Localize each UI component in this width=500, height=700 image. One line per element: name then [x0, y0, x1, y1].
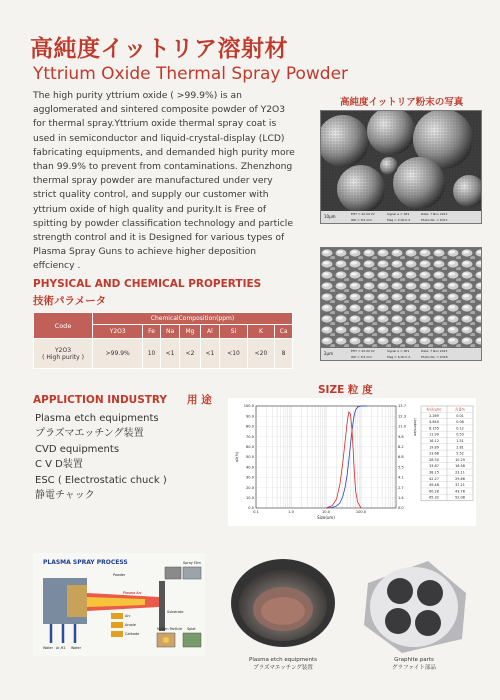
svg-text:WD = 8.5 mm: WD = 8.5 mm	[351, 218, 373, 222]
svg-text:Signal A = SE1: Signal A = SE1	[387, 212, 410, 216]
size-table-cell: 43.78	[455, 489, 465, 494]
title-japanese: 高純度イットリア溶射材	[30, 36, 289, 62]
sem-scale-label: 10μm	[324, 214, 336, 219]
y2-tick-label: 0.0	[398, 506, 404, 511]
x-tick-label: 100.0	[355, 510, 367, 514]
applications-heading: APPLICTION INDUSTRY 用 途	[33, 394, 212, 406]
process-title: PLASMA SPRAY PROCESS	[43, 559, 128, 566]
svg-text:Plasma Arc: Plasma Arc	[123, 591, 142, 595]
sem-photo-spheres	[320, 110, 482, 224]
y-tick-label: 100.0	[243, 404, 254, 409]
col-si: Si	[220, 325, 247, 339]
svg-text:Cathode: Cathode	[125, 632, 140, 636]
y-tick-label: 30.0	[245, 475, 254, 480]
y-tick-label: 0.0	[248, 506, 254, 511]
list-item: ESC ( Electrostatic chuck )	[35, 474, 167, 486]
properties-table	[33, 312, 293, 369]
size-table-cell: 4.640	[429, 420, 439, 425]
intro-paragraph: The high purity yttrium oxide ( >99.9%) is an agglomerated and sintered composite powder of Y2O3 for thermal spray.Yttrium oxide thermal spray coat is used in semiconductor and liquid-crystal-display (LCD) fabricating equipments, and demanded high purity more than 99.9% to prevent from contaminations. Zhenzhong thermal spray powder are manufactured under very strict quality control, and supply our customer with yttrium oxide of high quality and purity.It is Free of spitting by powder classification technology and particle strength control and it is Designed for various types of Plasma Spray Guns to achieve higher deposition effciency .	[33, 90, 295, 272]
size-heading: SIZE 粒 度	[318, 384, 373, 396]
svg-text:Arc: Arc	[125, 614, 131, 618]
size-table-cell: 65.32	[429, 495, 439, 500]
graphite-parts-photo	[358, 553, 470, 656]
x-tick-label: 1.0	[288, 510, 294, 514]
svg-text:Photo No. = 6318: Photo No. = 6318	[421, 355, 448, 359]
y-axis-label: q3(%)	[235, 451, 239, 463]
x-axis-label: Size(um)	[317, 515, 335, 520]
size-table-cell: 2.81	[456, 445, 464, 450]
y2-tick-label: 4.1	[398, 475, 404, 480]
col-mg: Mg	[180, 325, 200, 339]
col-fe: Fe	[143, 325, 160, 339]
photo-caption: 高純度イットリア粉末の写真	[340, 97, 464, 108]
col-al: Al	[200, 325, 220, 339]
svg-text:Water: Water	[43, 646, 54, 650]
size-table-cell: 29.86	[455, 476, 465, 481]
plasma-spray-diagram	[33, 553, 205, 656]
svg-text:Spray Film: Spray Film	[183, 561, 201, 565]
svg-text:Mag = 6.00 K X: Mag = 6.00 K X	[387, 355, 411, 359]
list-item: CVD equipments	[35, 443, 120, 455]
y-tick-label: 50.0	[245, 455, 254, 460]
svg-text:2μm: 2μm	[324, 351, 333, 356]
y2-tick-label: 5.5	[398, 465, 404, 470]
col-ca: Ca	[275, 325, 293, 339]
y2-tick-label: 12.3	[398, 414, 407, 419]
y2-tick-label: 1.4	[398, 496, 404, 500]
y-tick-label: 90.0	[245, 414, 254, 419]
y2-axis-label: Undersize	[413, 418, 417, 436]
substrate-plate	[159, 581, 165, 631]
svg-text:Water: Water	[71, 646, 82, 650]
y2-tick-label: 13.7	[398, 404, 407, 409]
y-tick-label: 70.0	[245, 434, 254, 439]
graphite-caption: Graphite parts グラファイト部品	[392, 657, 436, 671]
sem-photo-surface	[320, 247, 482, 361]
table-row: Y2O3 ( High purity ) >99.9% 10 <1 <2 <1 <10 <20 8	[34, 339, 293, 369]
size-table-cell: 19.89	[429, 445, 439, 450]
size-table-cell: 52.08	[455, 495, 465, 500]
svg-text:Photo No. = 6317: Photo No. = 6317	[421, 218, 448, 222]
svg-text:Molten Particle: Molten Particle	[157, 627, 183, 631]
y2-tick-label: 6.8	[398, 455, 404, 460]
size-table-cell: 0.53	[456, 432, 464, 437]
properties-heading: PHYSICAL AND CHEMICAL PROPERTIES	[33, 278, 262, 290]
svg-text:Date: 7 Nov 2013: Date: 7 Nov 2013	[421, 349, 448, 353]
size-table-cell: 38.15	[429, 470, 439, 475]
code-header: Code	[34, 313, 93, 339]
y-tick-label: 10.0	[245, 496, 254, 500]
y2-tick-label: 11.0	[398, 424, 407, 429]
applications-list	[35, 411, 167, 503]
size-table-cell: 60.28	[429, 489, 439, 494]
svg-text:EHT = 20.00 kV: EHT = 20.00 kV	[351, 212, 375, 216]
size-table-cell: 16.58	[455, 464, 465, 469]
size-table-header: 粒径(µm)	[426, 407, 442, 412]
y2-tick-label: 9.6	[398, 434, 404, 439]
x-tick-label: 0.1	[253, 510, 259, 514]
y2-tick-label: 8.2	[398, 445, 404, 449]
svg-text:Mag = 2.00 K X: Mag = 2.00 K X	[387, 218, 411, 222]
etch-caption: Plasma etch equipments プラズマエッチング装置	[249, 657, 317, 671]
list-item: Plasma etch equipments	[35, 413, 159, 424]
svg-text:Signal A = SE1: Signal A = SE1	[387, 349, 410, 353]
size-table-cell: 11.99	[429, 432, 439, 437]
y-tick-label: 20.0	[245, 485, 254, 490]
etch-equipment-photo	[228, 553, 338, 656]
y-tick-label: 80.0	[245, 424, 254, 429]
y2-tick-label: 2.7	[398, 485, 404, 490]
title-english: Yttrium Oxide Thermal Spray Powder	[33, 64, 349, 84]
size-table-cell: 49.48	[429, 483, 439, 488]
size-table-cell: 0.12	[456, 426, 464, 431]
size-table-cell: 0.06	[456, 420, 464, 425]
size-table-header: 含量%	[454, 407, 466, 412]
svg-text:Date: 7 Nov 2013: Date: 7 Nov 2013	[421, 212, 448, 216]
size-table-cell: 23.68	[429, 451, 439, 456]
size-table-cell: 23.11	[455, 470, 465, 475]
svg-text:Ar,H2: Ar,H2	[56, 646, 66, 650]
col-k: K	[247, 325, 274, 339]
y-tick-label: 60.0	[245, 445, 254, 449]
col-na: Na	[160, 325, 180, 339]
size-table-cell: 2.269	[429, 413, 439, 418]
composition-header: ChemicalComposition(ppm)	[93, 313, 293, 325]
list-item: プラズマエッチング装置	[35, 428, 144, 440]
svg-text:Anode: Anode	[125, 623, 136, 627]
size-table-cell: 37.21	[455, 483, 465, 488]
svg-text:Substrate: Substrate	[167, 610, 184, 614]
size-table-cell: 33.87	[429, 464, 439, 469]
svg-text:WD = 8.5 mm: WD = 8.5 mm	[351, 355, 373, 359]
size-table-cell: 42.27	[429, 476, 439, 481]
svg-text:Splat: Splat	[187, 627, 196, 631]
size-table-cell: 5.52	[456, 451, 464, 456]
size-table-cell: 8.155	[429, 426, 439, 431]
col-y2o3: Y2O3	[93, 325, 143, 339]
list-item: C V D装置	[35, 459, 83, 471]
svg-text:Powder: Powder	[113, 573, 126, 577]
row-code: Y2O3 ( High purity )	[34, 339, 93, 369]
size-table-cell: 10.29	[455, 457, 465, 462]
size-table-cell: 28.50	[429, 457, 439, 462]
size-distribution-chart	[228, 398, 476, 526]
svg-text:EHT = 20.00 kV: EHT = 20.00 kV	[351, 349, 375, 353]
y-tick-label: 40.0	[245, 465, 254, 470]
size-table-cell: 0.01	[456, 413, 464, 418]
list-item: 静電チャック	[35, 490, 95, 502]
properties-heading-jp: 技術パラメータ	[33, 295, 107, 307]
size-table-cell: 1.51	[456, 439, 464, 443]
size-table-cell: 16.12	[429, 439, 439, 443]
x-tick-label: 10.0	[321, 510, 331, 514]
sphere-group	[321, 111, 481, 213]
